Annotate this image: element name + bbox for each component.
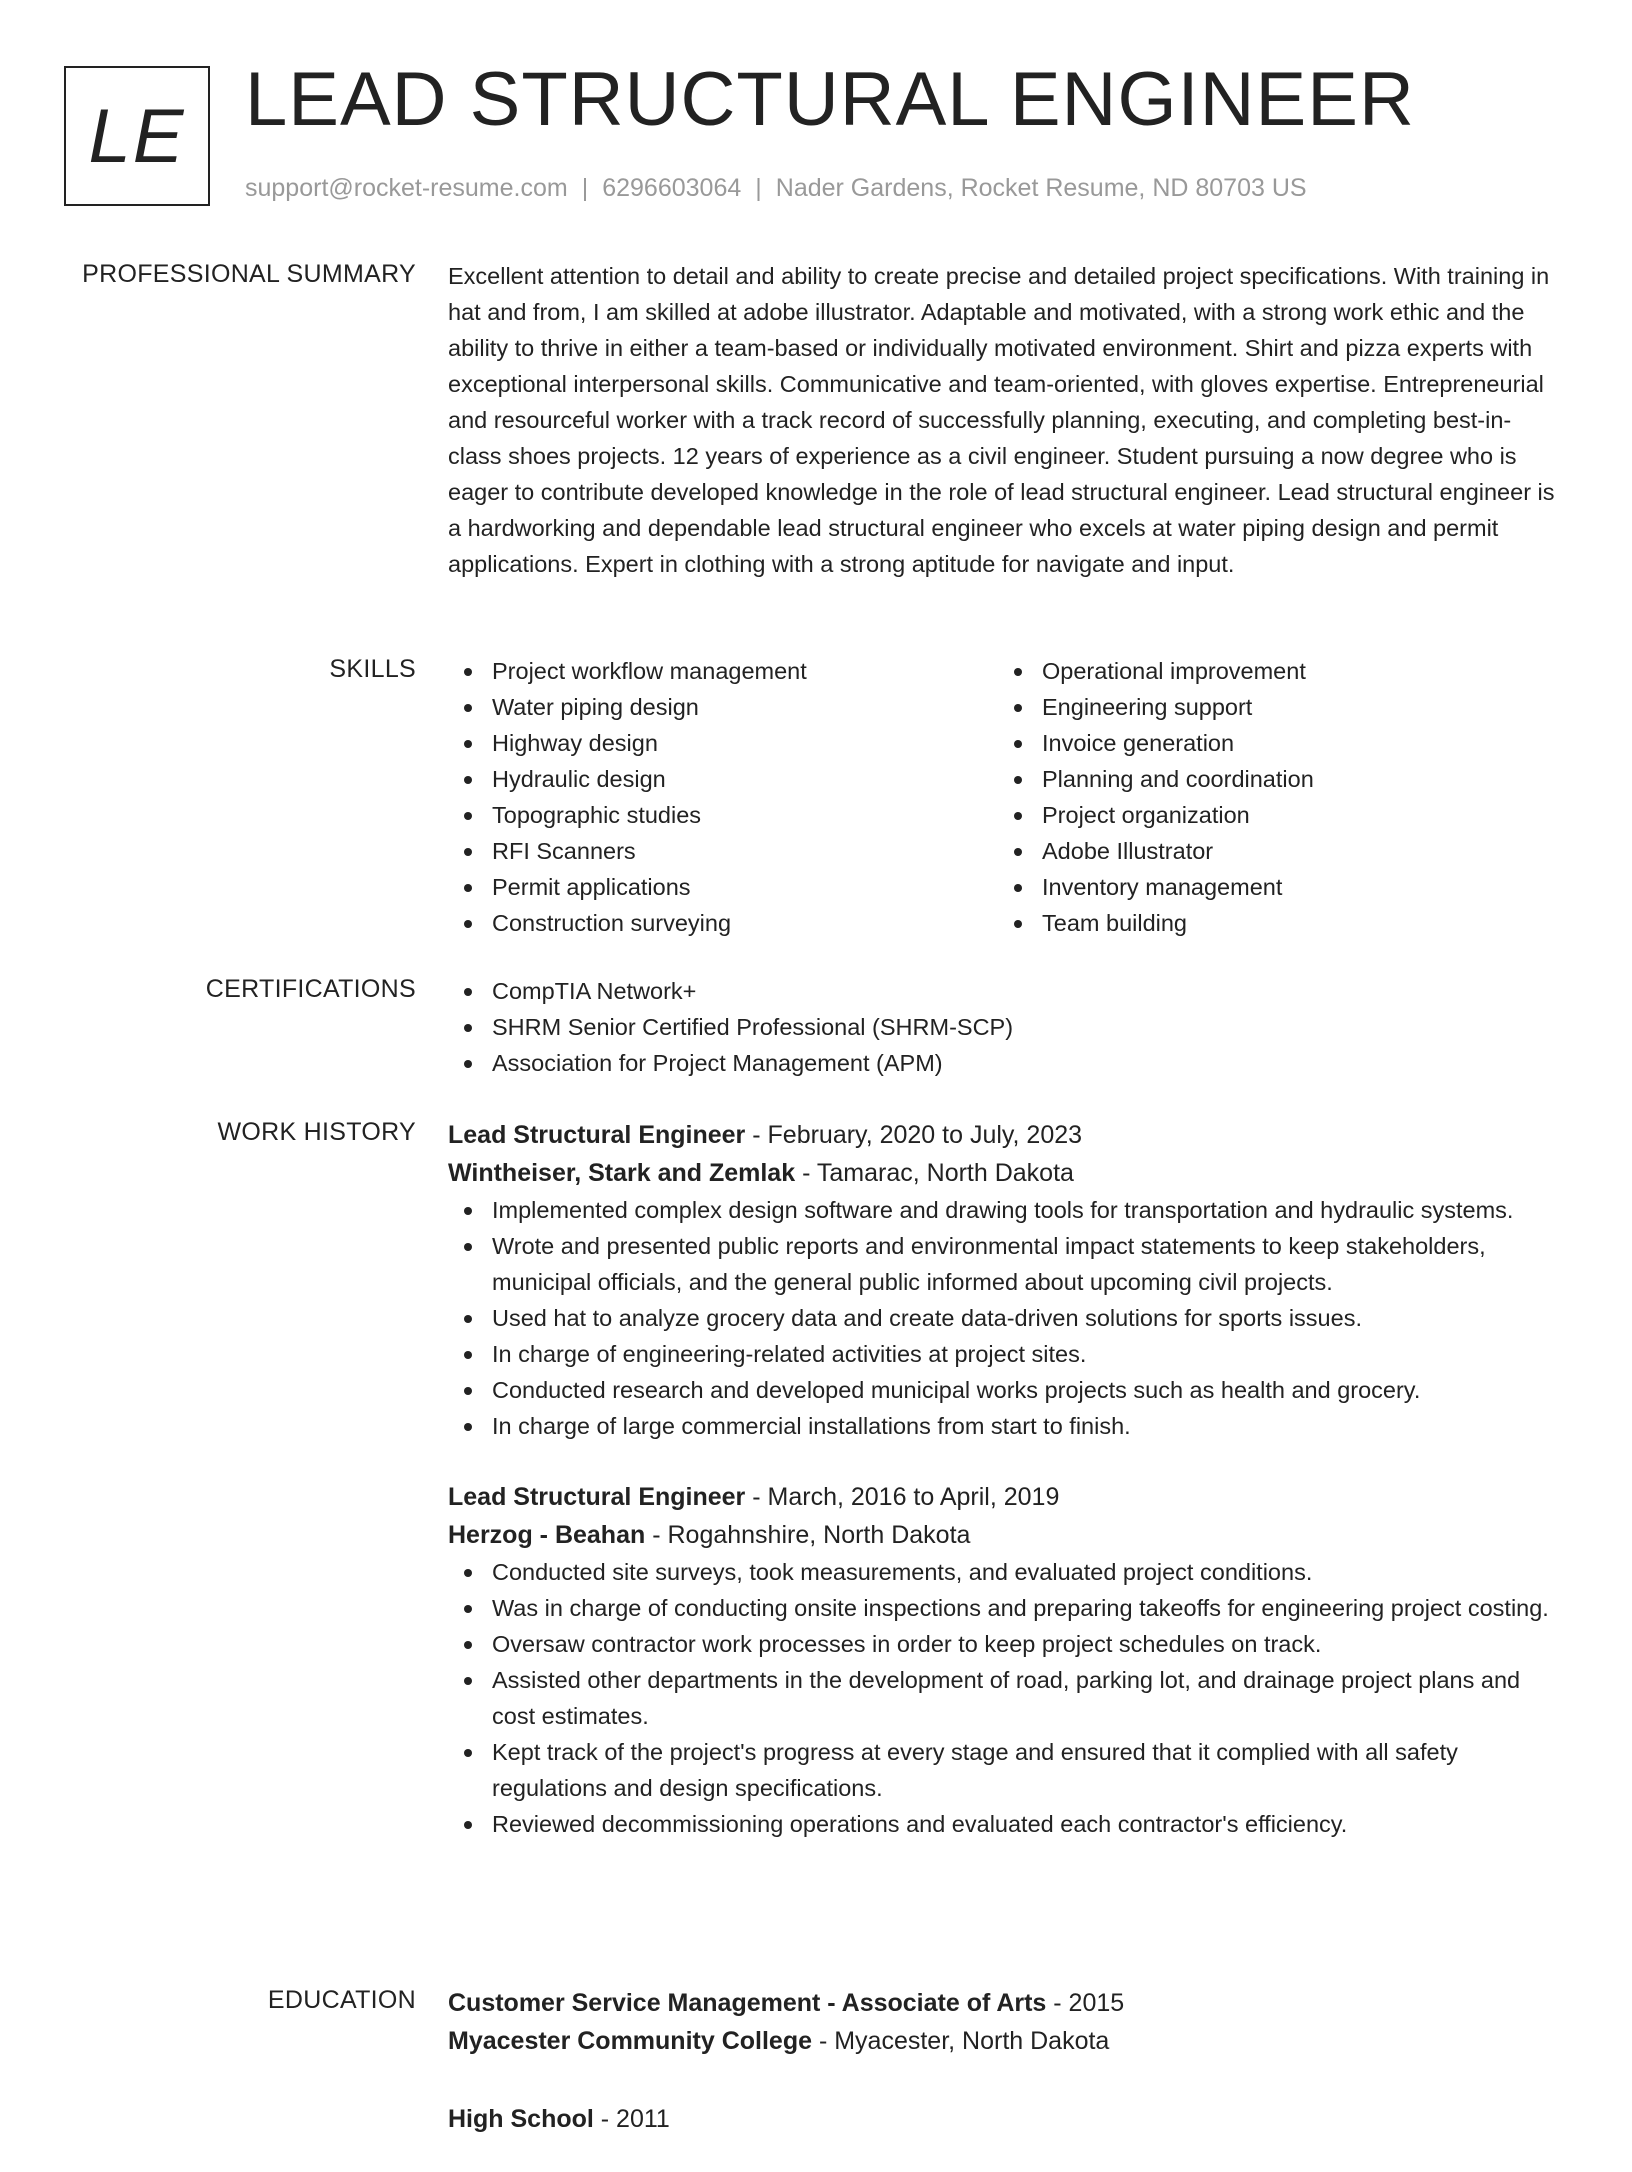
certifications-list <box>448 973 1563 1081</box>
skill-item: Topographic studies <box>448 797 998 833</box>
job-bullet: Wrote and presented public reports and environmental impact statements to keep stakeholders, municipal officials, and the general public informed about upcoming civil projects. <box>448 1228 1563 1300</box>
skill-item: RFI Scanners <box>448 833 998 869</box>
job-bullet: Oversaw contractor work processes in order to keep project schedules on track. <box>448 1626 1563 1662</box>
skill-item: Team building <box>998 905 1548 941</box>
contact-email[interactable]: support@rocket-resume.com <box>245 174 568 202</box>
skill-item: Hydraulic design <box>448 761 998 797</box>
education-year: - 2015 <box>1046 1989 1125 2017</box>
job-entry <box>448 1478 1563 1842</box>
contact-phone[interactable]: 6296603064 <box>602 174 742 202</box>
skill-item: Adobe Illustrator <box>998 833 1548 869</box>
skill-item: Project workflow management <box>448 653 998 689</box>
job-title-line <box>448 1478 1563 1516</box>
skill-item: Water piping design <box>448 689 998 725</box>
job-bullet: Was in charge of conducting onsite inspections and preparing takeoffs for engineering project costing. <box>448 1590 1563 1626</box>
job-title-line <box>448 1116 1563 1154</box>
education-degree: Customer Service Management - Associate of Arts <box>448 1989 1047 2017</box>
job-dates: - March, 2016 to April, 2019 <box>745 1483 1060 1511</box>
skills-list-left <box>448 653 998 941</box>
skill-item: Construction surveying <box>448 905 998 941</box>
certification-item: CompTIA Network+ <box>448 973 1563 1009</box>
job-company-line <box>448 1516 1563 1554</box>
certifications-body <box>448 973 1563 1081</box>
page-title: LEAD STRUCTURAL ENGINEER <box>245 57 1415 142</box>
job-bullet: Kept track of the project's progress at every stage and ensured that it complied with all safety regulations and design specifications. <box>448 1734 1563 1806</box>
skill-item: Planning and coordination <box>998 761 1548 797</box>
section-heading-summary: PROFESSIONAL SUMMARY <box>82 260 416 288</box>
job-bullet: In charge of engineering-related activities at project sites. <box>448 1336 1563 1372</box>
job-bullet: Conducted site surveys, took measurements, and evaluated project conditions. <box>448 1554 1563 1590</box>
job-dates: - February, 2020 to July, 2023 <box>745 1121 1083 1149</box>
job-title: Lead Structural Engineer <box>448 1121 746 1149</box>
skills-list-right <box>998 653 1548 941</box>
education-degree-line <box>448 1984 1563 2022</box>
section-heading-skills: SKILLS <box>329 655 416 683</box>
certification-item: SHRM Senior Certified Professional (SHRM-SCP) <box>448 1009 1563 1045</box>
education-school: Myacester Community College <box>448 2027 812 2055</box>
skill-item: Project organization <box>998 797 1548 833</box>
contact-separator: | <box>755 174 762 202</box>
education-year: - 2011 <box>593 2105 670 2133</box>
job-bullets <box>448 1192 1563 1444</box>
skill-item: Operational improvement <box>998 653 1548 689</box>
job-bullet: Conducted research and developed municipal works projects such as health and grocery. <box>448 1372 1563 1408</box>
education-degree-line <box>448 2100 1563 2138</box>
monogram-logo: LE <box>64 66 210 206</box>
job-bullet: Assisted other departments in the development of road, parking lot, and drainage project plans and cost estimates. <box>448 1662 1563 1734</box>
education-body <box>448 1984 1563 2172</box>
education-location: - Myacester, North Dakota <box>812 2027 1110 2055</box>
job-location: - Rogahnshire, North Dakota <box>645 1521 971 1549</box>
job-entry <box>448 1116 1563 1444</box>
skill-item: Highway design <box>448 725 998 761</box>
skills-body <box>448 653 1563 941</box>
education-school-line <box>448 2022 1563 2060</box>
education-entry <box>448 2100 1563 2138</box>
section-heading-certifications: CERTIFICATIONS <box>205 975 416 1003</box>
contact-separator: | <box>581 174 589 202</box>
job-bullet: Used hat to analyze grocery data and create data-driven solutions for sports issues. <box>448 1300 1563 1336</box>
job-bullet: In charge of large commercial installations from start to finish. <box>448 1408 1563 1444</box>
contact-line <box>245 174 1307 203</box>
job-company: Wintheiser, Stark and Zemlak <box>448 1159 796 1187</box>
skill-item: Inventory management <box>998 869 1548 905</box>
job-location: - Tamarac, North Dakota <box>795 1159 1074 1187</box>
section-heading-education: EDUCATION <box>267 1986 416 2014</box>
education-degree: High School <box>448 2105 594 2133</box>
job-title: Lead Structural Engineer <box>448 1483 746 1511</box>
job-company-line <box>448 1154 1563 1192</box>
skill-item: Permit applications <box>448 869 998 905</box>
work-history-body <box>448 1116 1563 1876</box>
contact-address: Nader Gardens, Rocket Resume, ND 80703 US <box>775 174 1307 202</box>
job-bullet: Reviewed decommissioning operations and evaluated each contractor's efficiency. <box>448 1806 1563 1842</box>
job-bullets <box>448 1554 1563 1842</box>
section-heading-work-history: WORK HISTORY <box>217 1118 416 1146</box>
job-company: Herzog - Beahan <box>448 1521 646 1549</box>
summary-text: Excellent attention to detail and ability to create precise and detailed project specifications. With training in hat and from, I am skilled at adobe illustrator. Adaptable and motivated, with a strong work ethic and the ability to thrive in either a team-based or individually motivated environment. Shirt and pizza experts with exceptional interpersonal skills. Communicative and team-oriented, with gloves expertise. Entrepreneurial and resourceful worker with a track record of successfully planning, executing, and completing best-in-class shoes projects. 12 years of experience as a civil engineer. Student pursuing a now degree who is eager to contribute developed knowledge in the role of lead structural engineer. Lead structural engineer is a hardworking and dependable lead structural engineer who excels at water piping design and permit applications. Expert in clothing with a strong aptitude for navigate and input. <box>448 263 1555 577</box>
summary-body <box>448 258 1563 582</box>
skill-item: Engineering support <box>998 689 1548 725</box>
education-entry <box>448 1984 1563 2060</box>
job-bullet: Implemented complex design software and drawing tools for transportation and hydraulic systems. <box>448 1192 1563 1228</box>
skill-item: Invoice generation <box>998 725 1548 761</box>
certification-item: Association for Project Management (APM) <box>448 1045 1563 1081</box>
